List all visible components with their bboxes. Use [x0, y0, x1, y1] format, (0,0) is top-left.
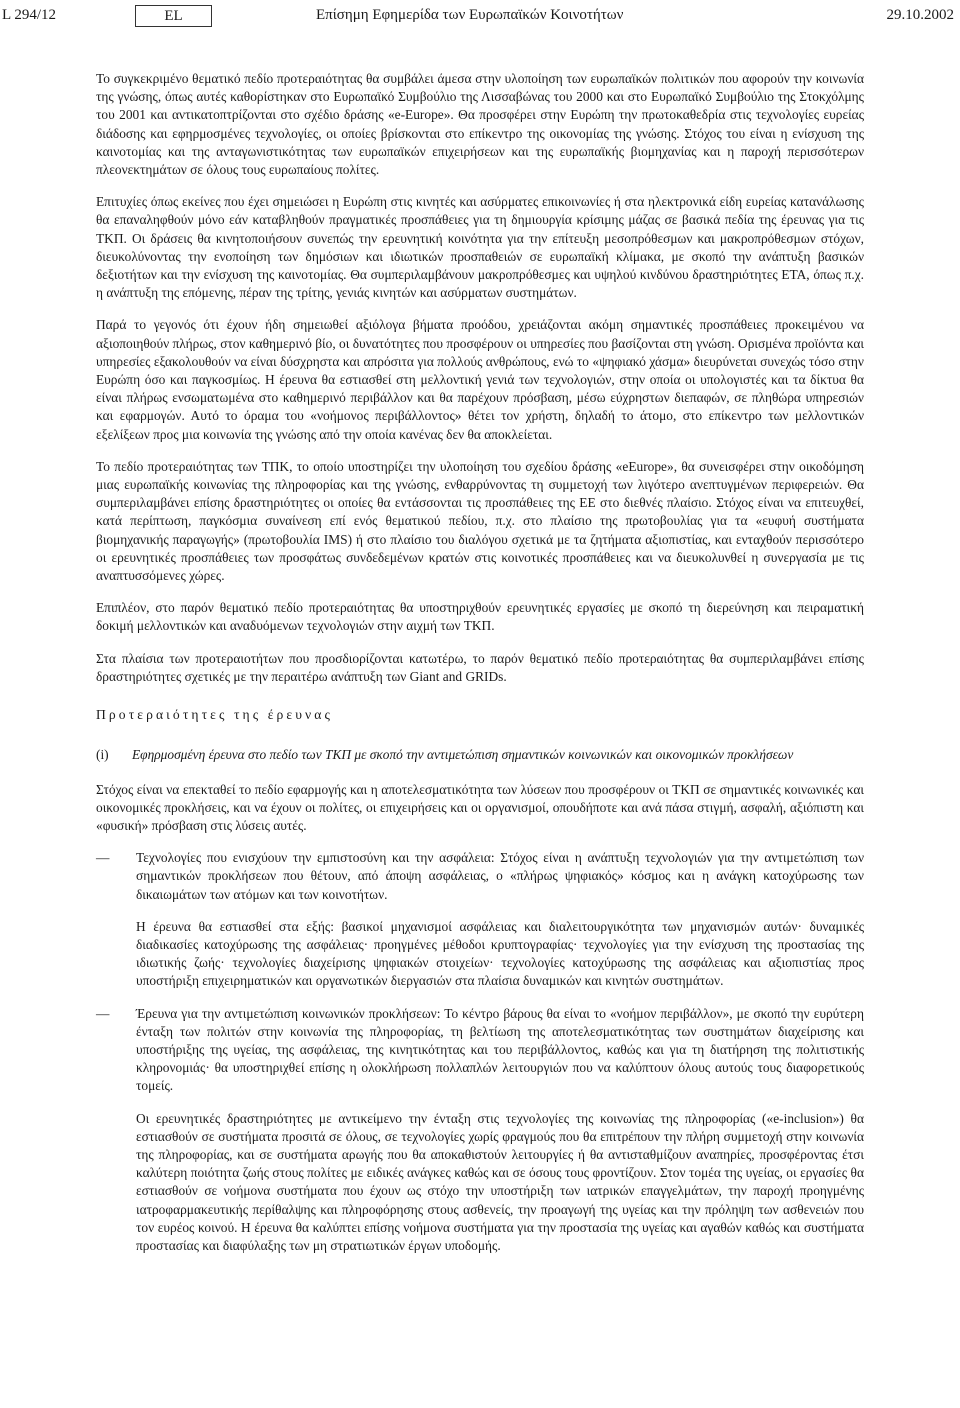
item-heading: Εφηρμοσμένη έρευνα στο πεδίο των ΤΚΠ με σκοπό την αντιμετώπιση σημαντικών κοινωνικών και οικονομικών προκλήσεων — [132, 747, 794, 763]
dash-marker: — — [96, 850, 110, 866]
paragraph-7: Στόχος είναι να επεκταθεί το πεδίο εφαρμογής και η αποτελεσματικότητα των λύσεων που προσφέρουν οι ΤΚΠ σε σημαντικές κοινωνικές και οικονομικές προκλήσεις, και να έχουν οι πολίτες, οι επιχειρήσεις και οι οργανισμοί, οπουδήποτε και ανά πάσα στιγμή, ασφαλή, αξιόπιστη και «φυσική» πρόσβαση στις λύσεις αυτές. — [96, 781, 864, 833]
paragraph-5: Επιπλέον, στο παρόν θεματικό πεδίο προτεραιότητας θα υποστηριχθούν ερευνητικές εργασίες με σκοπό τη διερεύνηση και πειραματική δοκιμή μελλοντικών και αναδυόμενων τεχνολογιών στην αιχμή των ΤΚΠ. — [96, 600, 864, 634]
document-body — [96, 70, 864, 1269]
indented-paragraph: Η έρευνα θα εστιασθεί στα εξής: βασικοί μηχανισμοί ασφάλειας και διαλειτουργικότητα των μηχανισμών αυτών· δυναμικές διαδικασίες κατοχύρωσης της ασφάλειας· προηγμένες μέθοδοι κρυπτογραφίας· τεχνολογίες για την ενίσχυση της προστασίας της ιδιωτικής ζωής· τεχνολογίες διαχείρισης ψηφιακών στοιχείων· τεχνολογίες κατοχύρωσης της ασφάλειας και αξιοπιστίας προς υποστήριξη επιχειρηματικών και οργανωτικών διεργασιών στα πλαίσια δυναμικών και κινητών συστημάτων. — [136, 918, 864, 989]
paragraph-6: Στα πλαίσια των προτεραιοτήτων που προσδιορίζονται κατωτέρω, το παρόν θεματικό πεδίο προτεραιότητας θα συμπεριλαμβάνει επίσης δραστηριότητες σχετικές με την περαιτέρω ανάπτυξη των Giant and GRIDs. — [96, 650, 864, 684]
numbered-item — [96, 746, 864, 764]
dash-item-text: Τεχνολογίες που ενισχύουν την εμπιστοσύνη και την ασφάλεια: Στόχος είναι η ανάπτυξη τεχνολογιών για την αντιμετώπιση των σημαντικών προκλήσεων που θέτουν, από άποψη ασφάλειας, ο «πλήρως ψηφιακός» κόσμος και η ανάγκη κατοχύρωσης των δικαιωμάτων των ατόμων και των κοινοτήτων. — [136, 850, 864, 902]
journal-title: Επίσημη Εφημερίδα των Ευρωπαϊκών Κοινοτήτων — [316, 7, 624, 23]
indented-paragraph: Οι ερευνητικές δραστηριότητες με αντικείμενο την ένταξη στις τεχνολογίες της κοινωνίας της πληροφορίας («e-inclusion») θα εστιασθούν σε συστήματα προσιτά σε όλους, σε τεχνολογίες χωρίς φραγμούς που θα επιτρέπουν την πλήρη συμμετοχή στην κοινωνία της πληροφορίας, και σε συστήματα αρωγής που θα αποκαθιστούν λειτουργίες ή θα αντισταθμίζουν αναπηρίες, προσφέροντας έτσι καλύτερη ποιότητα ζωής στους πολίτες με ειδικές ανάγκες καθώς και σε όσους τους φροντίζουν. Στον τομέα της υγείας, οι εργασίες θα εστιασθούν σε νοήμονα συστήματα που έχουν ως στόχο την υποστήριξη των ιατρικών επαγγελμάτων, την παροχή προηγμένης ιατροφαρμακευτικής περίθαλψης και πληροφόρησης στους ασθενείς, την προαγωγή της υγείας και την πρόληψη των ασθενειών που τον ευρέος κοινού. Η έρευνα θα καλύπτει επίσης νοήμονα συστήματα για την προστασία της υγείας και αγαθών καθώς και συστήματα προστασίας και διαφύλαξης των μη στρατιωτικών έργων υποδομής. — [136, 1110, 864, 1253]
dash-list-item — [96, 1005, 864, 1096]
paragraph-4: Το πεδίο προτεραιότητας των ΤΠΚ, το οποίο υποστηρίζει την υλοποίηση του σχεδίου δράσης «eEurope», θα συνεισφέρει στην οικοδόμηση μιας ευρωπαϊκής κοινωνίας της πληροφορίας και της γνώσης, ενθαρρύνοντας τη συμμετοχή των λιγότερο ανεπτυγμένων περιφερειών. Θα συμπεριλαμβάνει επίσης δραστηριότητες οι οποίες θα εντάσσονται τις προσπάθειες της ΕΕ στο διεθνές πλαίσιο. Στόχος είναι να επιτευχθεί, κατά περίπτωση, παγκόσμια συναίνεση επί ενός θεματικού πεδίου, π.χ. στο πλαίσιο της πρωτοβουλίας για τα «ευφυή συστήματα βιομηχανικής παραγωγής» (πρωτοβουλία IMS) ή στο πλαίσιο του διαλόγου σχετικά με τα ζητήματα αξιοπιστίας, και ενταχθούν περισσότερο οι ερευνητικές προσπάθειες των προσφάτως συνδεδεμένων κρατών στις κοινοτικές προσπάθειες και να διευκολυνθεί η συνεργασία με τις αναπτυσσόμενες χώρες. — [96, 458, 864, 584]
dash-marker: — — [96, 1005, 110, 1021]
dash-list-item — [96, 849, 864, 904]
item-number: (i) — [96, 747, 109, 763]
dash-item-text: Έρευνα για την αντιμετώπιση κοινωνικών προκλήσεων: Το κέντρο βάρους θα είναι το «νοήμον περιβάλλον», με σκοπό την ευρύτερη ένταξη των πολιτών στην κοινωνία της πληροφορίας, τη βελτίωση της αποτελεσματικότητας των συστημάτων διαχείρισης και υποστήριξης της υγείας, της ασφάλειας, της κινητικότητας και του περιβάλλοντος, καθώς και για τη διατήρηση της πολιτιστικής κληρονομιάς· θα υποστηριχθεί επίσης η ολοκλήρωση πολλαπλών λειτουργιών που να καλύπτουν όλους αυτούς τους διαφορετικούς τομείς. — [136, 1005, 864, 1094]
paragraph-2: Επιτυχίες όπως εκείνες που έχει σημειώσει η Ευρώπη στις κινητές και ασύρματες επικοινωνίες ή στα ηλεκτρονικά είδη ευρείας κατανάλωσης θα επαναληφθούν μόνο εάν καταβληθούν πραγματικές προσπάθειες για τη δημιουργία κρίσιμης μάζας σε βασικά πεδία της έρευνας για τις ΤΚΠ. Οι δράσεις θα κινητοποιήσουν συνεπώς την ερευνητική κοινότητα για την επίτευξη μεσοπρόθεσμων και μακροπρόθεσμων στόχων, διευκολύνοντας την ενοποίηση των δημόσιων και ιδιωτικών προσπαθειών σε ευρωπαϊκή κλίμακα, με σκοπό την ανάπτυξη βασικών δεξιοτήτων και την ενίσχυση της καινοτομίας. Θα συμπεριλαμβάνουν μακροπρόθεσμες και υψηλού κινδύνου δραστηριότητες ΕΤΑ, όπως π.χ. η ανάπτυξη της επόμενης, πέραν της τρίτης, γενιάς κινητών και ασύρματων συστημάτων. — [96, 194, 864, 301]
section-title: Προτεραιότητες της έρευνας — [96, 707, 333, 723]
paragraph-1: Το συγκεκριμένο θεματικό πεδίο προτεραιότητας θα συμβάλει άμεσα στην υλοποίηση των ευρωπαϊκών πολιτικών που αφορούν την κοινωνία της γνώσης, όπως αυτές καθορίστηκαν στο Ευρωπαϊκό Συμβούλιο της Λισσαβώνας του 2000 και στο Ευρωπαϊκό Συμβούλιο της Στοκχόλμης του 2001 και αντικατοπτρίζονται στο σχέδιο δράσης «e-Europe». Θα προσφέρει στην Ευρώπη την πρωτοκαθεδρία στις τεχνολογίες ευρείας διάδοσης και εφηρμοσμένες τεχνολογίες, οι οποίες βρίσκονται στο επίκεντρο της οικονομίας της γνώσης. Στόχος του είναι η ενίσχυση της καινοτομίας και της ανταγωνιστικότητας των ευρωπαϊκών επιχειρήσεων και της ευρωπαϊκής βιομηχανίας και η παροχή περισσότερων πλεονεκτημάτων σε όλους τους ευρωπαίους πολίτες. — [96, 71, 864, 178]
page-reference: L 294/12 — [2, 7, 57, 23]
page-header — [0, 5, 960, 29]
language-code-box: EL — [135, 5, 212, 27]
publication-date: 29.10.2002 — [886, 7, 954, 23]
paragraph-3: Παρά το γεγονός ότι έχουν ήδη σημειωθεί αξιόλογα βήματα προόδου, χρειάζονται ακόμη σημαντικές προσπάθειες προκειμένου να αξιοποιηθούν πλήρως, στον καθημερινό βίο, οι δυνατότητες που προσφέρουν οι υπηρεσίες που βασίζονται στη γνώση. Ορισμένα προϊόντα και υπηρεσίες εξακολουθούν να είναι δύσχρηστα και απρόσιτα για πολλούς ανθρώπους, ενώ το «ψηφιακό χάσμα» διευρύνεται συνεχώς τόσο στην Ευρώπη όσο και παγκοσμίως. Η έρευνα θα εστιασθεί στη μελλοντική γενιά των τεχνολογιών, στην οποία οι υπολογιστές και τα δίκτυα θα είναι πλήρως ενσωματωμένα στο καθημερινό περιβάλλον και θα παρέχουν πρόσβαση, μέσω εύχρηστων διεπαφών, σε πληθώρα υπηρεσιών και εφαρμογών. Αυτό το όραμα του «νοήμονος περιβάλλοντος» θέτει τον χρήστη, δηλαδή το άτομο, στο επίκεντρο των μελλοντικών εξελίξεων προς μια κοινωνία της γνώσης από την οποία κανένας δεν θα αποκλείεται. — [96, 317, 864, 442]
